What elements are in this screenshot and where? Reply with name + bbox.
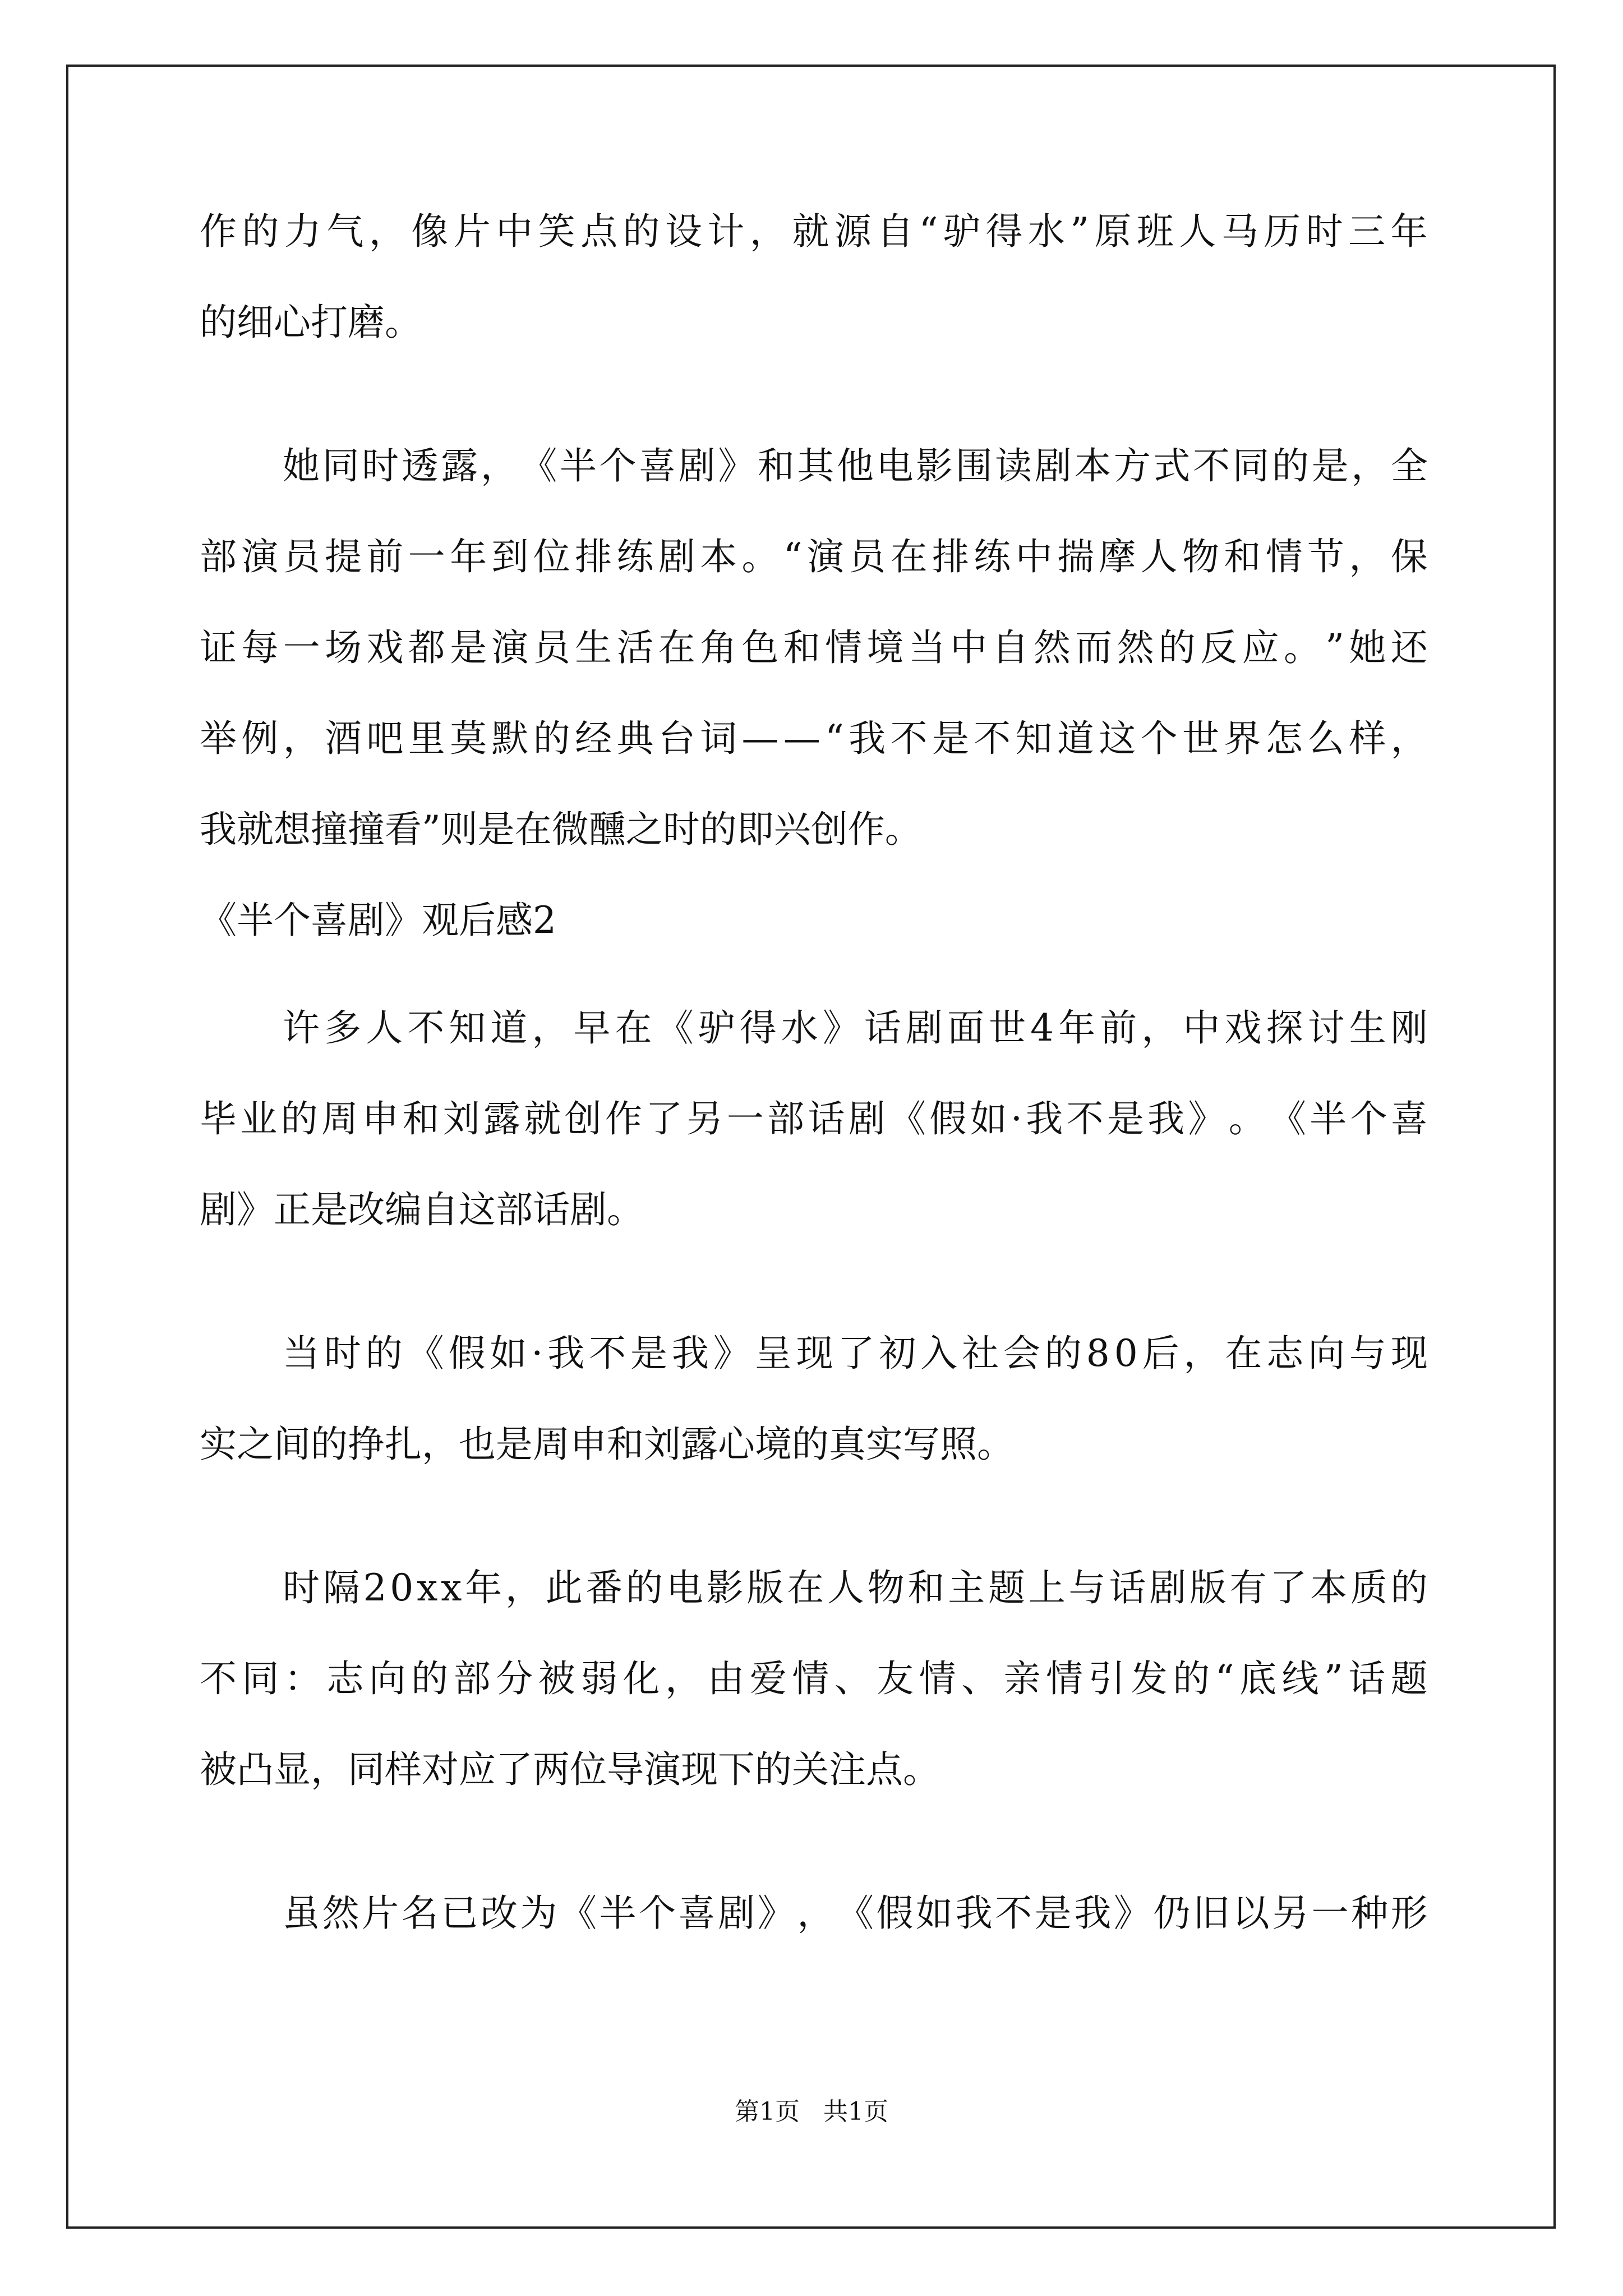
text-line: 不 同 ： 志 向 的 部 分 被 弱 化 ， 由 爱 情 、 友 情 、 亲 情 引 发 的 “ 底 线 ” 话 题	[200, 1657, 1428, 1700]
text-line: 剧》正是改编自这部话剧。	[200, 1188, 644, 1231]
page-footer: 第1页 共1页	[735, 2097, 888, 2126]
text-line: 证 每 一 场 戏 都 是 演 员 生 活 在 角 色 和 情 境 当 中 自 然 而 然 的 反 应 。 ” 她 还	[200, 626, 1428, 669]
paragraph-first-line: 时 隔 2 0 x x 年 ， 此 番 的 电 影 版 在 人 物 和 主 题 上 与 话 剧 版 有 了 本 质 的	[283, 1566, 1428, 1609]
text-line: 作 的 力 气 ， 像 片 中 笑 点 的 设 计 ， 就 源 自 “ 驴 得 水 ” 原 班 人 马 历 时 三 年	[200, 210, 1428, 253]
text-line: 被凸显，同样对应了两位导演现下的关注点。	[200, 1748, 940, 1791]
text-line: 毕 业 的 周 申 和 刘 露 就 创 作 了 另 一 部 话 剧 《 假 如 · 我 不 是 我 》 。 《 半 个 喜	[200, 1097, 1428, 1140]
section-heading: 《半个喜剧》观后感2	[200, 899, 556, 942]
text-line: 的细心打磨。	[200, 301, 422, 344]
paragraph-first-line: 当 时 的 《 假 如 · 我 不 是 我 》 呈 现 了 初 入 社 会 的 8 0 后 ， 在 志 向 与 现	[283, 1332, 1428, 1375]
paragraph-first-line: 许 多 人 不 知 道 ， 早 在 《 驴 得 水 》 话 剧 面 世 4 年 前 ， 中 戏 探 讨 生 刚	[283, 1006, 1428, 1050]
paragraph-first-line: 虽 然 片 名 已 改 为 《 半 个 喜 剧 》 ， 《 假 如 我 不 是 我 》 仍 旧 以 另 一 种 形	[283, 1892, 1428, 1935]
paragraph-first-line: 她 同 时 透 露 ， 《 半 个 喜 剧 》 和 其 他 电 影 围 读 剧 本 方 式 不 同 的 是 ， 全	[283, 444, 1428, 487]
text-line: 举 例 ， 酒 吧 里 莫 默 的 经 典 台 词 — — “ 我 不 是 不 知 道 这 个 世 界 怎 么 样 ，	[200, 717, 1428, 760]
text-line: 我就想撞撞看”则是在微醺之时的即兴创作。	[200, 808, 922, 851]
text-line: 部 演 员 提 前 一 年 到 位 排 练 剧 本 。 “ 演 员 在 排 练 中 揣 摩 人 物 和 情 节 ， 保	[200, 535, 1428, 578]
text-line: 实之间的挣扎，也是周申和刘露心境的真实写照。	[200, 1423, 1014, 1466]
